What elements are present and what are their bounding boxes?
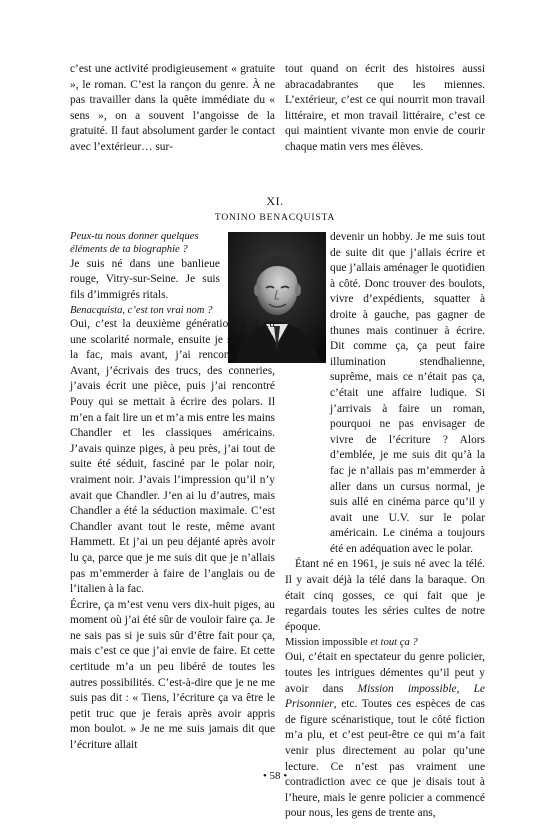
page-number-value: 58 [269, 770, 281, 782]
question-real-name: Benacquista, c’est ton vrai nom ? [70, 304, 213, 316]
top-right-paragraph: tout quand on écrit des histoires aussi abracadabrantes que les miennes. L’extérieur, c’est ce qui nourrit mon travail littéraire, et mon travail littéraire, c’est ce qui maintient vivante mon envie de courir chaque matin vers mes élèves. [285, 63, 485, 153]
top-left-paragraph: c’est une activité prodigieusement « gratuite », le roman. C’est la rançon du genre. À ne pas travailler dans la quête immédiate du « sens », on a souvent l’angoisse de la gratuité. Il faut absolument garder le contact avec l’extérieur… sur- [70, 63, 275, 153]
question-biography: Peux-tu nous donner quelques éléments de ta biographie ? [70, 231, 199, 256]
paragraph-television: Étant né en 1961, je suis né avec la télé. Il y avait déjà la télé dans la baraque. On était cinq gosses, ce qui fait que je regardais toutes les séries cultes de notre époque. [285, 558, 485, 633]
left-column [70, 230, 275, 754]
answer-text-1: Oui, c’était en spectateur du genre policier, toutes les intrigues démentes qu’il peut y avoir dans [285, 651, 485, 695]
chapter-number: XI. [266, 194, 284, 208]
answer-writing: Écrire, ça m’est venu vers dix-huit piges, au moment où j’ai été sûr de vouloir faire ça. Je ne sais pas si je suis sûr d’être fait pour ça, mais c’est ce que j’ai envie de faire. Et cette certitude m’a un peu libéré de toutes les autres possibilités. C’est-à-dire que je ne me suis pas dit : « Tiens, l’écriture ça va être le petit truc que je ferais après avoir appris mon boulot. » Je ne me suis jamais dit que l’écriture allait [70, 598, 275, 752]
question-mission-impossible [285, 635, 485, 650]
answer-real-name: Oui, c’est la deuxième génération. J’ai eu une scolarité normale, ensuite je suis allé à la fac, mais avant, j’ai rencontré Pouy. Avant, j’écrivais des trucs, des conneries, j’avais écrit une pièce, puis j’ai rencontré Pouy qui se mettait à écrire des polars. Il m’en a fait lire un et m’a mis entre les mains Chandler et les classiques américains. J’avais quinze piges, à peu près, j’ai tout de suite été séduit, fasciné par le polar noir, vraiment noir. J’avais l’impression qu’il n’y avait que Chandler. J’en ai lu d’autres, mais Chandler a été la séduction maximale. C’est Chandler avant tout le reste, même avant Hammett. Et j’ai un peu déjanté après avoir lu ça, parce que je me suis dit que je n’allais pas m’emmerder à faire de l’anglais ou de l’italien à la fac. [70, 318, 275, 596]
chapter-heading [0, 194, 550, 223]
right-column [285, 230, 485, 822]
series-title-le-prisonnier: Le Prisonnier [285, 682, 485, 711]
paragraph-hobby: devenir un hobby. Je me suis tout de suite dit que j’allais écrire et que j’allais aménager le quotidien à côté. Donc trouver des boulots, vivre d’expédients, squatter à droite à gauche, pas gagner de thunes mais continuer à écrire. Dit comme ça, ça peut faire illumination stendhalienne, suprême, mais ce n’était pas ça, c’était une affaire ludique. Si j’arrivais à faire un roman, pourquoi ne pas envisager de vivre de l’écriture ? Alors d’emblée, je me suis dit qu’à la fac je n’allais pas m’emmerder à aller dans un cursus normal, je suis allé en cinéma parce qu’il y avait une U.V. sur le polar américain. Le cinéma a toujours été en adéquation avec le polar. [330, 231, 485, 555]
page-number: • 58 • [262, 770, 288, 782]
answer-biography: Je suis né dans une banlieue rouge, Vitry-sur-Seine. Je suis fils d’immigrés ritals. [70, 257, 220, 301]
author-name: TONINO BENACQUISTA [214, 212, 336, 223]
question-title: Mission impossible [285, 637, 368, 649]
top-left-column [70, 62, 275, 156]
series-title-mission-impossible: Mission impossible [357, 682, 457, 695]
question-rest: et tout ça ? [367, 637, 418, 649]
top-right-column [285, 62, 485, 156]
answer-separator: , [456, 682, 474, 695]
answer-text-2: , etc. Toutes ces espèces de cas de figure scénaristique, tout le côté fiction m’a plu, et c’est peut-être ce qui m’a fait venir plus directement au polar qu’une lecture. Ce n’est pas vraiment une contradiction avec ce que je disais tout à l’heure, mais le genre policier a commencé pour nous, les gens de trente ans, [285, 698, 485, 820]
answer-mission-impossible [285, 650, 485, 822]
